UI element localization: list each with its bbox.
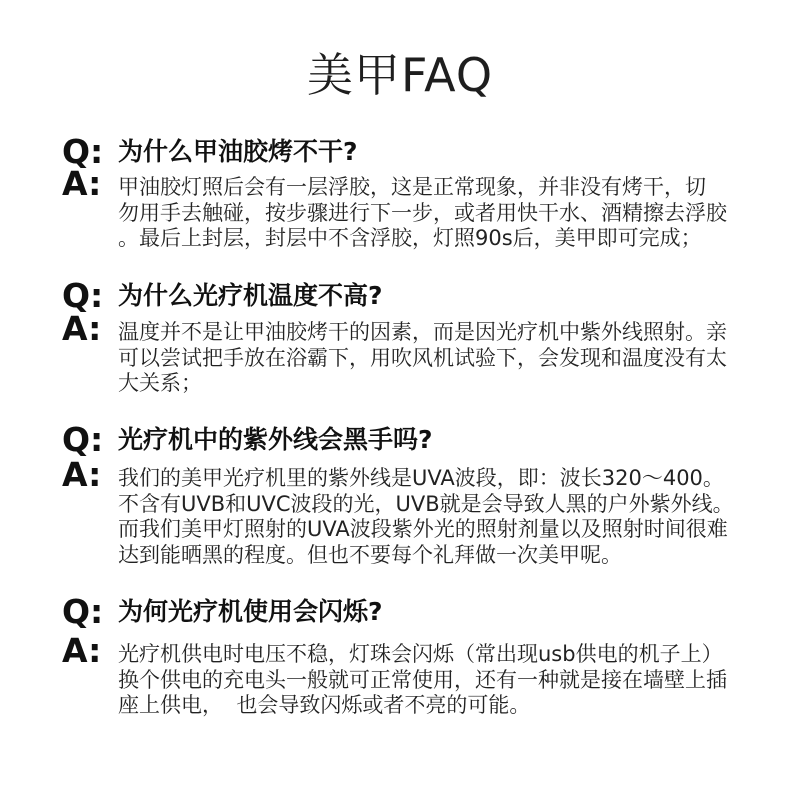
answer-line: 温度并不是让甲油胶烤干的因素，而是因光疗机中紫外线照射。亲 bbox=[118, 320, 727, 344]
faq-answer bbox=[118, 175, 758, 252]
faq-answer bbox=[118, 466, 758, 568]
faq-answer bbox=[118, 642, 758, 719]
q-label: Q: bbox=[62, 420, 104, 459]
answer-line: 大关系； bbox=[118, 371, 202, 395]
faq-question: 为什么光疗机温度不高? bbox=[118, 281, 383, 310]
answer-line: 可以尝试把手放在浴霸下，用吹风机试验下，会发现和温度没有太 bbox=[118, 345, 727, 370]
answer-line: 光疗机供电时电压不稳，灯珠会闪烁（常出现usb供电的机子上） bbox=[118, 642, 723, 666]
a-label: A: bbox=[62, 631, 102, 670]
answer-line: 勿用手去触碰，按步骤进行下一步，或者用快干水、酒精擦去浮胶 bbox=[118, 200, 727, 225]
answer-line: 达到能晒黑的程度。但也不要每个礼拜做一次美甲呢。 bbox=[118, 542, 622, 567]
q-label: Q: bbox=[62, 592, 104, 631]
answer-line: 甲油胶灯照后会有一层浮胶，这是正常现象，并非没有烤干，切 bbox=[118, 175, 706, 199]
a-label: A: bbox=[62, 455, 102, 494]
answer-line: 不含有UVB和UVC波段的光，UVB就是会导致人黑的户外紫外线。 bbox=[118, 491, 734, 516]
answer-line: 座上供电， 也会导致闪烁或者不亮的可能。 bbox=[118, 693, 531, 717]
answer-line: 。最后上封层，封层中不含浮胶，灯照90s后，美甲即可完成； bbox=[118, 226, 702, 250]
faq-answer bbox=[118, 320, 758, 397]
faq-question-row-4 bbox=[62, 592, 762, 631]
q-label: Q: bbox=[62, 276, 104, 315]
faq-question-row-3 bbox=[62, 420, 762, 459]
answer-line: 换个供电的充电头一般就可正常使用，还有一种就是接在墙壁上插 bbox=[118, 667, 727, 692]
faq-question: 为什么甲油胶烤不干? bbox=[118, 137, 358, 166]
answer-line: 而我们美甲灯照射的UVA波段紫外光的照射剂量以及照射时间很难 bbox=[118, 517, 728, 541]
faq-question-row-2 bbox=[62, 276, 762, 315]
page-title: 美甲FAQ bbox=[306, 48, 494, 102]
answer-line: 我们的美甲光疗机里的紫外线是UVA波段，即：波长320～400。 bbox=[118, 466, 724, 490]
q-label: Q: bbox=[62, 132, 104, 171]
a-label: A: bbox=[62, 309, 102, 348]
a-label: A: bbox=[62, 164, 102, 203]
faq-question-row-1 bbox=[62, 132, 762, 171]
faq-question: 光疗机中的紫外线会黑手吗? bbox=[118, 425, 433, 454]
faq-question: 为何光疗机使用会闪烁? bbox=[118, 597, 383, 626]
